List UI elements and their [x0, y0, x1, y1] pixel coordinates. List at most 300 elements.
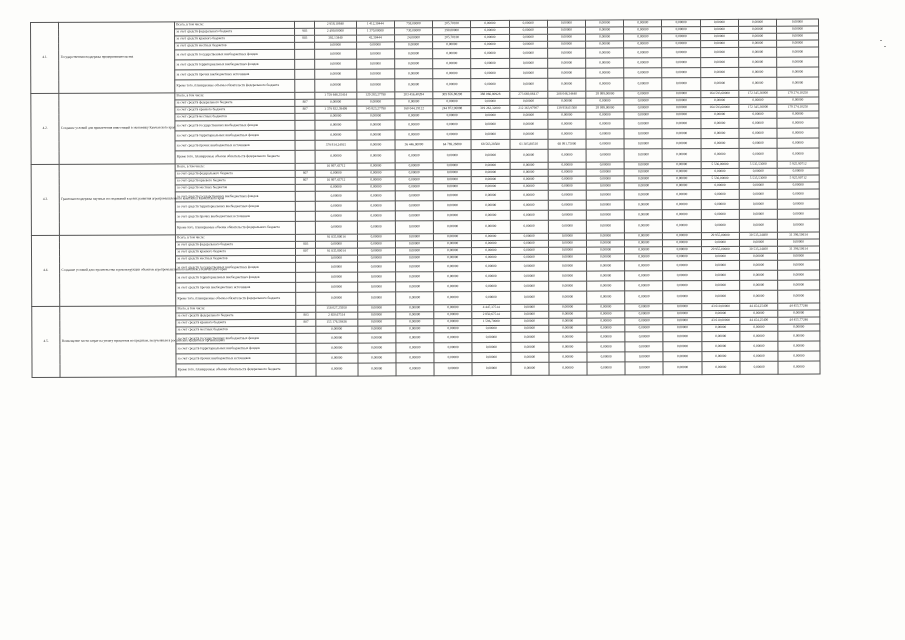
year-value-cell: 0,00000: [396, 343, 434, 353]
year-value-cell: 0,00000: [586, 190, 624, 200]
year-value-cell: 0,00000: [510, 342, 548, 352]
year-value-cell: 0,00000: [739, 148, 777, 161]
scan-mark: [880, 40, 882, 41]
year-value-cell: 0,00000: [472, 332, 510, 342]
year-value-cell: 0,00000: [624, 183, 662, 190]
year-value-cell: 0,00000: [509, 48, 547, 58]
year-value-cell: 0,00000: [548, 112, 586, 119]
year-value-cell: 0,00000: [395, 59, 433, 69]
year-value-cell: 179 274,10250: [777, 90, 819, 97]
year-value-cell: 0,00000: [701, 148, 739, 161]
year-value-cell: 0,00000: [662, 27, 700, 34]
year-value-cell: 0,00000: [662, 68, 700, 78]
year-value-cell: 0,00000: [510, 162, 548, 169]
total-value-cell: 0,00000: [315, 49, 357, 59]
funding-source-label: за счет средств местных бюджетов: [175, 42, 295, 50]
year-value-cell: 0,00000: [662, 58, 700, 68]
total-value-cell: 0,00000: [316, 333, 358, 343]
year-value-cell: 0,00000: [586, 41, 624, 48]
year-value-cell: 0,00000: [510, 352, 548, 362]
year-value-cell: 5 925,90712: [777, 161, 819, 168]
year-value-cell: 0,00000: [702, 341, 740, 351]
year-value-cell: 0,00000: [433, 170, 471, 177]
year-value-cell: 0,00000: [357, 262, 395, 272]
event-number: 4.5.: [32, 306, 61, 377]
year-value-cell: 0,00000: [357, 319, 395, 326]
year-value-cell: 0,00000: [778, 253, 820, 260]
year-value-cell: 24,00000: [394, 35, 432, 42]
year-value-cell: 0,00000: [587, 261, 625, 271]
year-value-cell: 0,00000: [587, 362, 625, 375]
year-value-cell: 44 455,77246: [778, 317, 820, 324]
year-value-cell: 129 283,27790: [356, 92, 394, 99]
year-value-cell: 0,00000: [625, 210, 663, 220]
budget-code: 807: [296, 319, 316, 326]
year-value-cell: 0,00000: [433, 150, 471, 163]
year-value-cell: 0,00000: [510, 240, 548, 247]
budget-code: [295, 92, 315, 99]
total-value-cell: 0,00000: [316, 326, 358, 333]
total-value-cell: 0,00000: [315, 221, 357, 234]
year-value-cell: 0,00000: [357, 282, 395, 292]
funding-source-label: за счет средств краевого бюджета: [175, 35, 295, 43]
year-value-cell: 0,00000: [740, 331, 778, 341]
year-value-cell: 0,00000: [434, 262, 472, 272]
year-value-cell: 0,00000: [549, 318, 587, 325]
year-value-cell: 0,00000: [549, 342, 587, 352]
funding-source-label: Всего, в том числе:: [176, 234, 296, 242]
year-value-cell: 0,00000: [586, 112, 624, 119]
year-value-cell: 0,00000: [472, 362, 510, 375]
total-value-cell: 0,00000: [315, 191, 357, 201]
year-value-cell: 0,00000: [587, 342, 625, 352]
budget-code: [295, 140, 315, 150]
year-value-cell: 164 593,60000: [701, 90, 739, 97]
year-value-cell: 0,00000: [662, 129, 700, 139]
year-value-cell: 0,00000: [739, 182, 777, 189]
year-value-cell: 0,00000: [587, 271, 625, 281]
year-value-cell: 0,00000: [702, 351, 740, 361]
year-value-cell: 0,00000: [434, 333, 472, 343]
year-value-cell: 0,00000: [663, 261, 701, 271]
year-value-cell: 0,00000: [740, 341, 778, 351]
year-value-cell: 0,00000: [778, 239, 820, 246]
year-value-cell: 44 454,25400: [740, 317, 778, 324]
year-value-cell: 0,00000: [357, 201, 395, 211]
year-value-cell: 44 454,25400: [740, 303, 778, 310]
event-number: 4.1.: [31, 22, 60, 93]
year-value-cell: 0,00000: [548, 200, 586, 210]
year-value-cell: 29 955,00000: [701, 232, 739, 239]
funding-source-label: Кроме того, планируемые объемы обязательств федерального бюджета: [175, 150, 295, 164]
budget-code: [295, 130, 315, 140]
year-value-cell: 0,00000: [549, 304, 587, 311]
funding-source-label: Кроме того, планируемые объемы обязательств федерального бюджета: [176, 221, 296, 235]
year-value-cell: 0,00000: [663, 169, 701, 176]
year-value-cell: 0,00000: [395, 272, 433, 282]
year-value-cell: 0,00000: [624, 169, 662, 176]
year-value-cell: 0,00000: [777, 26, 819, 33]
year-value-cell: 0,00000: [701, 128, 739, 138]
funding-source-label: за счет средств государственных внебюджетных фондов: [175, 191, 295, 202]
year-value-cell: 0,00000: [662, 34, 700, 41]
year-value-cell: 0,00000: [739, 209, 777, 219]
year-value-cell: 0,00000: [778, 260, 820, 270]
year-value-cell: 0,00000: [395, 79, 433, 92]
total-value-cell: 2 958,10840: [315, 21, 357, 28]
funding-source-label: Всего, в том числе:: [176, 305, 296, 313]
year-value-cell: 0,00000: [663, 281, 701, 291]
year-value-cell: 0,00000: [663, 311, 701, 318]
year-value-cell: 0,00000: [357, 113, 395, 120]
year-value-cell: 0,00000: [548, 183, 586, 190]
year-value-cell: 0,00000: [700, 40, 738, 47]
year-value-cell: 0,00000: [624, 91, 662, 98]
year-value-cell: 0,00000: [701, 209, 739, 219]
year-value-cell: 0,00000: [624, 20, 662, 27]
year-value-cell: 0,00000: [701, 310, 739, 317]
year-value-cell: 0,00000: [510, 311, 548, 318]
year-value-cell: 0,00000: [777, 67, 819, 77]
year-value-cell: 0,00000: [587, 281, 625, 291]
year-value-cell: 0,00000: [510, 281, 548, 291]
year-value-cell: 0,00000: [624, 129, 662, 139]
year-value-cell: 0,00000: [510, 318, 548, 325]
year-value-cell: 0,00000: [509, 78, 547, 91]
year-value-cell: 0,00000: [549, 332, 587, 342]
year-value-cell: 0,00000: [357, 305, 395, 312]
year-value-cell: 0,00000: [663, 183, 701, 190]
year-value-cell: 0,00000: [701, 199, 739, 209]
year-value-cell: 0,00000: [701, 280, 739, 290]
budget-code: [295, 59, 315, 69]
year-value-cell: 0,00000: [663, 190, 701, 200]
year-value-cell: 0,00000: [587, 332, 625, 342]
year-value-cell: 0,00000: [472, 247, 510, 254]
year-value-cell: 390,00000: [433, 28, 471, 35]
year-value-cell: 0,00000: [663, 291, 701, 304]
total-value-cell: 158 027,25950: [316, 305, 358, 312]
year-value-cell: 139 956,01500: [548, 105, 586, 112]
year-value-cell: 0,00000: [625, 318, 663, 325]
year-value-cell: 0,00000: [778, 341, 820, 351]
year-value-cell: 0,00000: [624, 27, 662, 34]
year-value-cell: 0,00000: [586, 220, 624, 233]
total-value-cell: 91 835,80014: [316, 234, 358, 241]
year-value-cell: 0,00000: [625, 342, 663, 352]
year-value-cell: 0,00000: [510, 291, 548, 304]
year-value-cell: 0,00000: [777, 128, 819, 138]
year-value-cell: 28 089,00000: [586, 91, 624, 98]
total-value-cell: 0,00000: [315, 99, 357, 106]
year-value-cell: 0,00000: [358, 363, 396, 376]
funding-source-label: Всего, в том числе:: [175, 92, 295, 100]
budget-code: [295, 113, 315, 120]
funding-source-label: за счет средств краевого бюджета: [176, 248, 296, 256]
year-value-cell: 0,00000: [739, 77, 777, 90]
funding-source-label: за счет средств территориальных внебюджетных фондов: [176, 272, 296, 283]
year-value-cell: 0,00000: [396, 305, 434, 312]
year-value-cell: 0,00000: [509, 41, 547, 48]
year-value-cell: 203 456,40284: [395, 92, 433, 99]
total-value-cell: 0,00000: [315, 201, 357, 211]
year-value-cell: 212 363,97907: [509, 105, 547, 112]
year-value-cell: 0,00000: [510, 176, 548, 183]
year-value-cell: 0,00000: [357, 170, 395, 177]
year-value-cell: 0,00000: [586, 183, 624, 190]
year-value-cell: 0,00000: [625, 325, 663, 332]
year-value-cell: 0,00000: [471, 78, 509, 91]
year-value-cell: 0,00000: [471, 20, 509, 27]
year-value-cell: 0,00000: [777, 40, 819, 47]
year-value-cell: 30 535,24400: [739, 232, 777, 239]
year-value-cell: 0,00000: [740, 324, 778, 331]
year-value-cell: 0,00000: [471, 119, 509, 129]
budget-code: [295, 120, 315, 130]
year-value-cell: 0,00000: [547, 41, 585, 48]
year-value-cell: 0,00000: [510, 247, 548, 254]
year-value-cell: 0,00000: [625, 261, 663, 271]
year-value-cell: 68 563,28500: [471, 139, 509, 149]
total-value-cell: 0,00000: [315, 130, 357, 140]
budget-code: [296, 191, 316, 201]
year-value-cell: 0,00000: [548, 169, 586, 176]
document-page: [30, 18, 905, 622]
year-value-cell: 0,00000: [624, 78, 662, 91]
funding-source-label: за счет средств прочих внебюджетных источников: [175, 69, 295, 80]
year-value-cell: 0,00000: [624, 112, 662, 119]
year-value-cell: 36 446,00000: [395, 140, 433, 150]
year-value-cell: 0,00000: [663, 332, 701, 342]
year-value-cell: 0,00000: [624, 34, 662, 41]
year-value-cell: 0,00000: [510, 233, 548, 240]
year-value-cell: 0,00000: [701, 118, 739, 128]
year-value-cell: 244 872,96888: [433, 106, 471, 113]
year-value-cell: 0,00000: [357, 130, 395, 140]
year-value-cell: 0,00000: [624, 68, 662, 78]
year-value-cell: 0,00000: [778, 331, 820, 341]
year-value-cell: 205,70100: [433, 35, 471, 42]
year-value-cell: 0,00000: [739, 199, 777, 209]
funding-source-label: за счет средств местных бюджетов: [176, 326, 296, 334]
year-value-cell: 0,00000: [510, 200, 548, 210]
year-value-cell: 0,00000: [471, 162, 509, 169]
year-value-cell: 0,00000: [396, 353, 434, 363]
funding-source-label: Кроме того, планируемые объемы обязательств федерального бюджета: [176, 363, 296, 377]
year-value-cell: 0,00000: [434, 282, 472, 292]
total-value-cell: 0,00000: [315, 150, 357, 163]
budget-code: [296, 282, 316, 292]
year-value-cell: 0,00000: [510, 304, 548, 311]
year-value-cell: 0,00000: [472, 210, 510, 220]
year-value-cell: 0,00000: [433, 113, 471, 120]
year-value-cell: 0,00000: [396, 333, 434, 343]
year-value-cell: 0,00000: [472, 200, 510, 210]
budget-code: [296, 201, 316, 211]
year-value-cell: 0,00000: [739, 219, 777, 232]
year-value-cell: 0,00000: [625, 200, 663, 210]
year-value-cell: 0,00000: [777, 111, 819, 118]
year-value-cell: 172 345,36000: [739, 90, 777, 97]
total-value-cell: 0,00000: [316, 272, 358, 282]
year-value-cell: 0,00000: [625, 281, 663, 291]
year-value-cell: 179 274,10250: [777, 104, 819, 111]
year-value-cell: 0,00000: [548, 281, 586, 291]
total-value-cell: 0,00000: [315, 170, 357, 177]
year-value-cell: 0,00000: [548, 162, 586, 169]
year-value-cell: 0,00000: [510, 325, 548, 332]
event-number: 4.4.: [31, 235, 60, 306]
event-number: 4.3.: [31, 164, 60, 235]
budget-code: 803: [296, 312, 316, 319]
year-value-cell: 0,00000: [395, 221, 433, 234]
year-value-cell: 0,00000: [740, 290, 778, 303]
year-value-cell: 0,00000: [700, 33, 738, 40]
year-value-cell: 0,00000: [357, 241, 395, 248]
total-value-cell: 2 490,00000: [315, 28, 357, 35]
year-value-cell: 0,00000: [396, 292, 434, 305]
total-value-cell: 155 176,58436: [316, 319, 358, 326]
year-value-cell: 0,00000: [510, 169, 548, 176]
year-value-cell: 0,00000: [548, 78, 586, 91]
year-value-cell: 0,00000: [395, 248, 433, 255]
funding-source-label: за счет средств государственных внебюджетных фондов: [176, 262, 296, 273]
year-value-cell: 0,00000: [396, 319, 434, 326]
year-value-cell: 68 091,75000: [548, 139, 586, 149]
year-value-cell: 0,00000: [510, 129, 548, 139]
year-value-cell: 160 044,19122: [395, 106, 433, 113]
year-value-cell: 0,00000: [395, 241, 433, 248]
year-value-cell: 0,00000: [625, 291, 663, 304]
year-value-cell: 0,00000: [777, 189, 819, 199]
year-value-cell: 0,00000: [701, 111, 739, 118]
year-value-cell: 0,00000: [395, 69, 433, 79]
total-value-cell: 0,00000: [316, 282, 358, 292]
year-value-cell: 0,00000: [586, 149, 624, 162]
year-value-cell: 0,00000: [395, 282, 433, 292]
year-value-cell: 0,00000: [624, 190, 662, 200]
year-value-cell: 30 535,24400: [739, 246, 777, 253]
year-value-cell: 0,00000: [663, 325, 701, 332]
year-value-cell: 0,00000: [624, 119, 662, 129]
year-value-cell: 0,00000: [777, 199, 819, 209]
budget-code: 807: [296, 177, 316, 184]
total-value-cell: 0,00000: [315, 211, 357, 221]
year-value-cell: 0,00000: [778, 270, 820, 280]
year-value-cell: 0,00000: [356, 99, 394, 106]
year-value-cell: 0,00000: [739, 118, 777, 128]
year-value-cell: 0,00000: [625, 271, 663, 281]
year-value-cell: 0,00000: [740, 351, 778, 361]
year-value-cell: 0,00000: [625, 254, 663, 261]
funding-source-label: за счет средств федерального бюджета: [175, 170, 295, 178]
year-value-cell: 0,00000: [777, 138, 819, 148]
year-value-cell: 0,00000: [357, 333, 395, 343]
year-value-cell: 0,00000: [434, 363, 472, 376]
year-value-cell: 0,00000: [434, 326, 472, 333]
year-value-cell: 0,00000: [547, 34, 585, 41]
year-value-cell: 0,00000: [357, 177, 395, 184]
funding-source-label: за счет средств государственных внебюджетных фондов: [175, 49, 295, 60]
funding-source-label: за счет средств прочих внебюджетных источников: [176, 353, 296, 364]
year-value-cell: 0,00000: [549, 362, 587, 375]
budget-code: 803: [295, 35, 315, 42]
year-value-cell: 0,00000: [396, 312, 434, 319]
year-value-cell: 0,00000: [548, 176, 586, 183]
year-value-cell: 0,00000: [701, 260, 739, 270]
year-value-cell: 0,00000: [357, 234, 395, 241]
year-value-cell: 0,00000: [509, 34, 547, 41]
year-value-cell: 1 596,70000: [472, 318, 510, 325]
total-value-cell: 0,00000: [315, 69, 357, 79]
funding-source-label: за счет средств федерального бюджета: [176, 312, 296, 320]
year-value-cell: 0,00000: [701, 182, 739, 189]
year-value-cell: 0,00000: [433, 191, 471, 201]
year-value-cell: 0,00000: [357, 248, 395, 255]
year-value-cell: 0,00000: [510, 183, 548, 190]
year-value-cell: 0,00000: [778, 209, 820, 219]
year-value-cell: 0,00000: [395, 130, 433, 140]
year-value-cell: 0,00000: [586, 58, 624, 68]
event-name: Создание условий для привлечения инвестиций в экономику Камчатского края: [59, 93, 175, 165]
year-value-cell: 0,00000: [625, 332, 663, 342]
budget-code: 807: [296, 248, 316, 255]
year-value-cell: 0,00000: [433, 184, 471, 191]
year-value-cell: 0,00000: [700, 77, 738, 90]
year-value-cell: 0,00000: [434, 305, 472, 312]
year-value-cell: 0,00000: [740, 310, 778, 317]
funding-source-label: за счет средств территориальных внебюджетных фондов: [176, 343, 296, 354]
year-value-cell: 0,00000: [357, 312, 395, 319]
year-value-cell: 0,00000: [777, 118, 819, 128]
year-value-cell: 758,00000: [394, 21, 432, 28]
year-value-cell: 0,00000: [433, 59, 471, 69]
year-value-cell: 0,00000: [472, 240, 510, 247]
funding-source-label: за счет средств территориальных внебюджетных фондов: [175, 130, 295, 141]
year-value-cell: 0,00000: [548, 271, 586, 281]
budget-code: 803: [296, 241, 316, 248]
budget-code: 807: [295, 99, 315, 106]
year-value-cell: 0,00000: [701, 219, 739, 232]
budget-code: [295, 49, 315, 59]
year-value-cell: 5 925,90712: [777, 175, 819, 182]
total-value-cell: 0,00000: [316, 262, 358, 272]
year-value-cell: 0,00000: [434, 272, 472, 282]
year-value-cell: 0,00000: [625, 240, 663, 247]
year-value-cell: 0,00000: [663, 271, 701, 281]
year-value-cell: 0,00000: [663, 247, 701, 254]
year-value-cell: 0,00000: [663, 176, 701, 183]
year-value-cell: 0,00000: [587, 325, 625, 332]
year-value-cell: 0,00000: [778, 290, 820, 303]
year-value-cell: 0,00000: [472, 261, 510, 271]
year-value-cell: 5 536,00000: [701, 175, 739, 182]
year-value-cell: 0,00000: [471, 58, 509, 68]
year-value-cell: 0,00000: [433, 49, 471, 59]
year-value-cell: 0,00000: [510, 261, 548, 271]
year-value-cell: 0,00000: [548, 98, 586, 105]
year-value-cell: 0,00000: [357, 163, 395, 170]
year-value-cell: 0,00000: [396, 326, 434, 333]
year-value-cell: 0,00000: [510, 332, 548, 342]
year-value-cell: 0,00000: [434, 248, 472, 255]
scan-mark: [884, 46, 886, 47]
budget-code: [295, 42, 315, 49]
year-value-cell: 0,00000: [395, 120, 433, 130]
year-value-cell: 0,00000: [738, 26, 776, 33]
year-value-cell: 0,00000: [548, 247, 586, 254]
funding-source-label: за счет средств государственных внебюджетных фондов: [176, 333, 296, 344]
